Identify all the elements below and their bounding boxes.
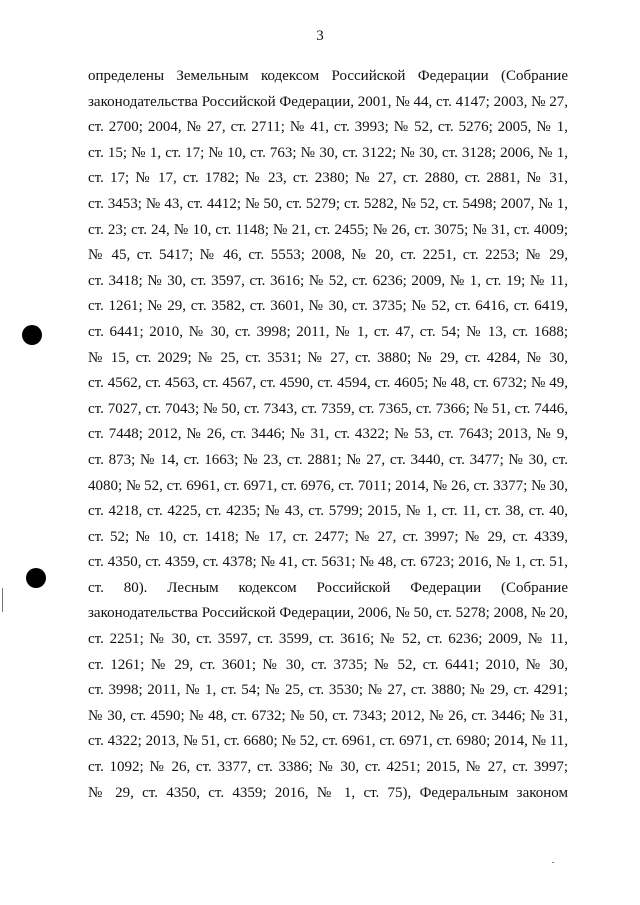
text-line: ст. 6441; 2010, № 30, ст. 3998; 2011, № 1, ст. 47, ст. 54; № 13, ст. 1688; <box>88 323 568 340</box>
text-line: ст. 3998; 2011, № 1, ст. 54; № 25, ст. 3530; № 27, ст. 3880; № 29, ст. 4291; <box>88 682 568 699</box>
scan-artifact <box>2 588 3 612</box>
document-body-text <box>88 64 568 806</box>
text-line: № 30, ст. 4590; № 48, ст. 6732; № 50, ст. 7343; 2012, № 26, ст. 3446; № 31, <box>88 707 568 724</box>
text-line: ст. 1261; № 29, ст. 3601; № 30, ст. 3735; № 52, ст. 6441; 2010, № 30, <box>88 656 568 673</box>
text-line: № 29, ст. 4350, ст. 4359; 2016, № 1, ст. 75), Федеральным законом <box>88 784 568 801</box>
text-line: ст. 873; № 14, ст. 1663; № 23, ст. 2881; № 27, ст. 3440, ст. 3477; № 30, ст. <box>88 451 568 468</box>
text-line: ст. 2700; 2004, № 27, ст. 2711; № 41, ст. 3993; № 52, ст. 5276; 2005, № 1, <box>88 119 568 136</box>
text-line: ст. 4218, ст. 4225, ст. 4235; № 43, ст. 5799; 2015, № 1, ст. 11, ст. 38, ст. 40, <box>88 503 568 520</box>
text-line: ст. 3453; № 43, ст. 4412; № 50, ст. 5279; ст. 5282, № 52, ст. 5498; 2007, № 1, <box>88 195 568 212</box>
scan-artifact <box>552 862 554 863</box>
text-line: ст. 7027, ст. 7043; № 50, ст. 7343, ст. 7359, ст. 7365, ст. 7366; № 51, ст. 7446, <box>88 400 568 417</box>
text-line: определены Земельным кодексом Российской Федерации (Собрание <box>88 68 568 84</box>
text-line: ст. 23; ст. 24, № 10, ст. 1148; № 21, ст. 2455; № 26, ст. 3075; № 31, ст. 4009; <box>88 221 568 238</box>
text-line: № 15, ст. 2029; № 25, ст. 3531; № 27, ст. 3880; № 29, ст. 4284, № 30, <box>88 349 568 366</box>
text-line: ст. 80). Лесным кодексом Российской Федерации (Собрание <box>88 579 568 596</box>
text-line: 4080; № 52, ст. 6961, ст. 6971, ст. 6976, ст. 7011; 2014, № 26, ст. 3377; № 30, <box>88 477 568 494</box>
page-number: 3 <box>316 28 324 44</box>
text-line: ст. 7448; 2012, № 26, ст. 3446; № 31, ст. 4322; № 53, ст. 7643; 2013, № 9, <box>88 426 568 443</box>
text-line: законодательства Российской Федерации, 2006, № 50, ст. 5278; 2008, № 20, <box>88 605 568 622</box>
punch-hole-mark <box>26 568 46 588</box>
text-line: ст. 4562, ст. 4563, ст. 4567, ст. 4590, ст. 4594, ст. 4605; № 48, ст. 6732; № 49, <box>88 375 568 392</box>
text-line: ст. 1261; № 29, ст. 3582, ст. 3601, № 30, ст. 3735; № 52, ст. 6416, ст. 6419, <box>88 298 568 315</box>
text-line: ст. 52; № 10, ст. 1418; № 17, ст. 2477; № 27, ст. 3997; № 29, ст. 4339, <box>88 528 568 545</box>
text-line: ст. 2251; № 30, ст. 3597, ст. 3599, ст. 3616; № 52, ст. 6236; 2009, № 11, <box>88 631 568 648</box>
text-line: ст. 15; № 1, ст. 17; № 10, ст. 763; № 30, ст. 3122; № 30, ст. 3128; 2006, № 1, <box>88 144 568 161</box>
text-line: законодательства Российской Федерации, 2001, № 44, ст. 4147; 2003, № 27, <box>88 93 568 110</box>
text-line: ст. 17; № 17, ст. 1782; № 23, ст. 2380; № 27, ст. 2880, ст. 2881, № 31, <box>88 170 568 187</box>
text-line: ст. 1092; № 26, ст. 3377, ст. 3386; № 30, ст. 4251; 2015, № 27, ст. 3997; <box>88 759 568 776</box>
punch-hole-mark <box>22 325 42 345</box>
text-line: ст. 4322; 2013, № 51, ст. 6680; № 52, ст. 6961, ст. 6971, ст. 6980; 2014, № 11, <box>88 733 568 750</box>
text-line: № 45, ст. 5417; № 46, ст. 5553; 2008, № 20, ст. 2251, ст. 2253; № 29, <box>88 247 568 264</box>
text-line: ст. 4350, ст. 4359, ст. 4378; № 41, ст. 5631; № 48, ст. 6723; 2016, № 1, ст. 51, <box>88 554 568 571</box>
text-line: ст. 3418; № 30, ст. 3597, ст. 3616; № 52, ст. 6236; 2009, № 1, ст. 19; № 11, <box>88 272 568 289</box>
